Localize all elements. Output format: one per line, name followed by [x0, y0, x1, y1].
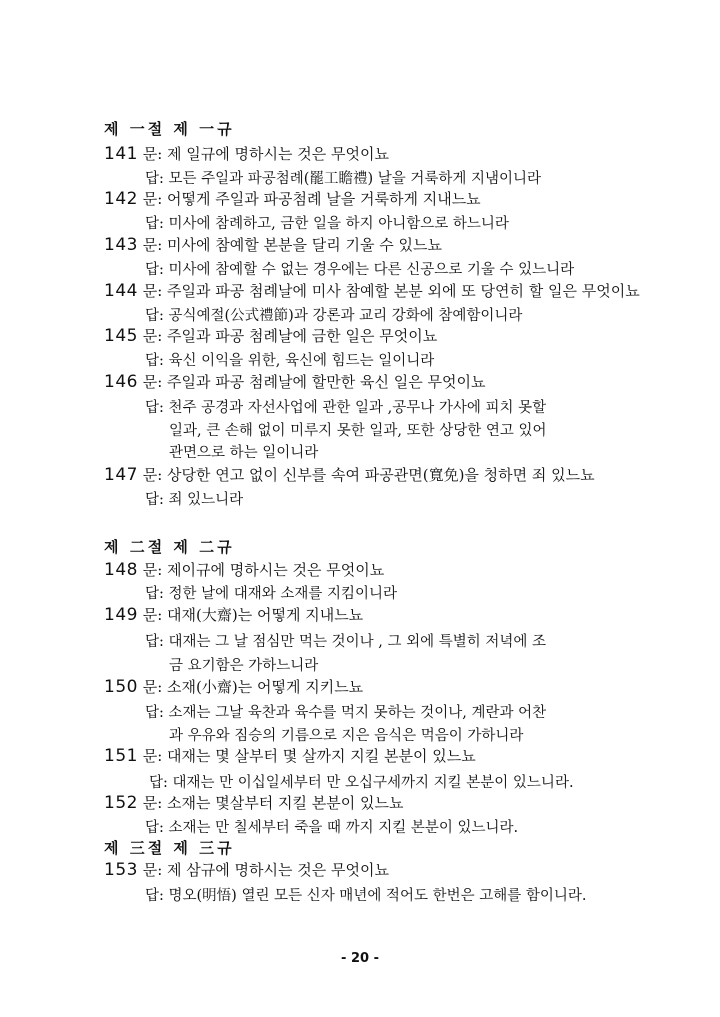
question-text: 문: 제 삼규에 명하시는 것은 무엇이뇨 [137, 861, 389, 879]
question-text: 문: 주일과 파공 첨례날에 금한 일은 무엇이뇨 [137, 327, 438, 345]
question-147 [104, 464, 595, 485]
question-145 [104, 325, 437, 346]
question-number: 148 [104, 560, 138, 580]
question-text: 문: 제이규에 명하시는 것은 무엇이뇨 [137, 561, 385, 579]
section-heading: 제 三절 제 三규 [104, 839, 235, 857]
question-text: 문: 제 일규에 명하시는 것은 무엇이뇨 [137, 145, 389, 163]
question-141 [104, 143, 389, 164]
section-heading: 제 一절 제 一규 [104, 120, 235, 138]
question-142 [104, 188, 481, 209]
question-number: 143 [104, 235, 138, 255]
question-153 [104, 859, 389, 880]
question-149 [104, 604, 363, 625]
answer-153: 답: 명오(明悟) 열린 모든 신자 매년에 적어도 한번은 고해를 함이니라. [145, 888, 587, 904]
question-text: 문: 대재(大齋)는 어떻게 지내느뇨 [137, 606, 364, 624]
section-heading: 제 二절 제 二규 [104, 538, 235, 556]
question-text: 문: 주일과 파공 첨례날에 할만한 육신 일은 무엇이뇨 [137, 373, 486, 391]
question-number: 147 [104, 465, 138, 485]
answer-145: 답: 육신 이익을 위한, 육신에 힘드는 일이니라 [145, 353, 435, 369]
question-number: 152 [104, 793, 138, 813]
answer-146-continuation: 일과, 큰 손해 없이 미루지 못한 일과, 또한 상당한 연고 있어 [169, 423, 547, 439]
question-146 [104, 371, 485, 392]
question-150 [104, 676, 363, 697]
question-number: 151 [104, 746, 138, 766]
answer-142: 답: 미사에 참례하고, 금한 일을 하지 아니함으로 하느니라 [145, 216, 509, 232]
answer-147: 답: 죄 있느니라 [145, 492, 244, 508]
answer-141: 답: 모든 주일과 파공첨례(罷工瞻禮) 날을 거룩하게 지냄이니라 [145, 171, 541, 187]
question-text: 문: 소재(小齋)는 어떻게 지키느뇨 [137, 678, 364, 696]
question-148 [104, 559, 384, 580]
question-number: 141 [104, 144, 138, 164]
question-152 [104, 792, 403, 813]
answer-149: 답: 대재는 그 날 점심만 먹는 것이나 , 그 외에 특별히 저녁에 조 [145, 634, 546, 650]
question-143 [104, 234, 442, 255]
page-number: - 20 - [341, 951, 379, 966]
answer-143: 답: 미사에 참예할 수 없는 경우에는 다른 신공으로 기울 수 있느니라 [145, 262, 575, 278]
question-text: 문: 소재는 몇살부터 지킬 본분이 있느뇨 [137, 794, 404, 812]
answer-152: 답: 소재는 만 칠세부터 죽을 때 까지 지킬 본분이 있느니라. [145, 820, 519, 836]
question-number: 150 [104, 677, 138, 697]
question-text: 문: 주일과 파공 첨례날에 미사 참예할 본분 외에 또 당연히 할 일은 무엇이뇨 [137, 282, 640, 300]
answer-150-continuation: 과 우유와 짐승의 기름으로 지은 음식은 먹음이 가하니라 [169, 728, 524, 744]
answer-148: 답: 정한 날에 대재와 소재를 지킴이니라 [145, 586, 398, 602]
question-number: 144 [104, 281, 138, 301]
question-number: 145 [104, 326, 138, 346]
answer-150: 답: 소재는 그날 육찬과 육수를 먹지 못하는 것이나, 계란과 어찬 [145, 705, 547, 721]
answer-144: 답: 공식예절(公式禮節)과 강론과 교리 강화에 참예함이니라 [145, 308, 523, 324]
question-151 [104, 745, 476, 766]
question-text: 문: 대재는 몇 살부터 몇 살까지 지킬 본분이 있느뇨 [137, 747, 476, 765]
question-144 [104, 280, 640, 301]
answer-146: 답: 천주 공경과 자선사업에 관한 일과 ,공무나 가사에 피치 못할 [145, 400, 547, 416]
answer-151: 답: 대재는 만 이십일세부터 만 오십구세까지 지킬 본분이 있느니라. [149, 775, 574, 791]
question-number: 146 [104, 372, 138, 392]
question-number: 149 [104, 605, 138, 625]
question-number: 142 [104, 189, 138, 209]
question-text: 문: 상당한 연고 없이 신부를 속여 파공관면(寬免)을 청하면 죄 있느뇨 [137, 466, 595, 484]
question-number: 153 [104, 860, 138, 880]
question-text: 문: 어떻게 주일과 파공첨례 날을 거룩하게 지내느뇨 [137, 190, 481, 208]
question-text: 문: 미사에 참예할 본분을 달리 기울 수 있느뇨 [137, 236, 442, 254]
answer-149-continuation: 금 요기함은 가하느니라 [169, 658, 319, 674]
answer-146-continuation: 관면으로 하는 일이니라 [169, 445, 319, 461]
